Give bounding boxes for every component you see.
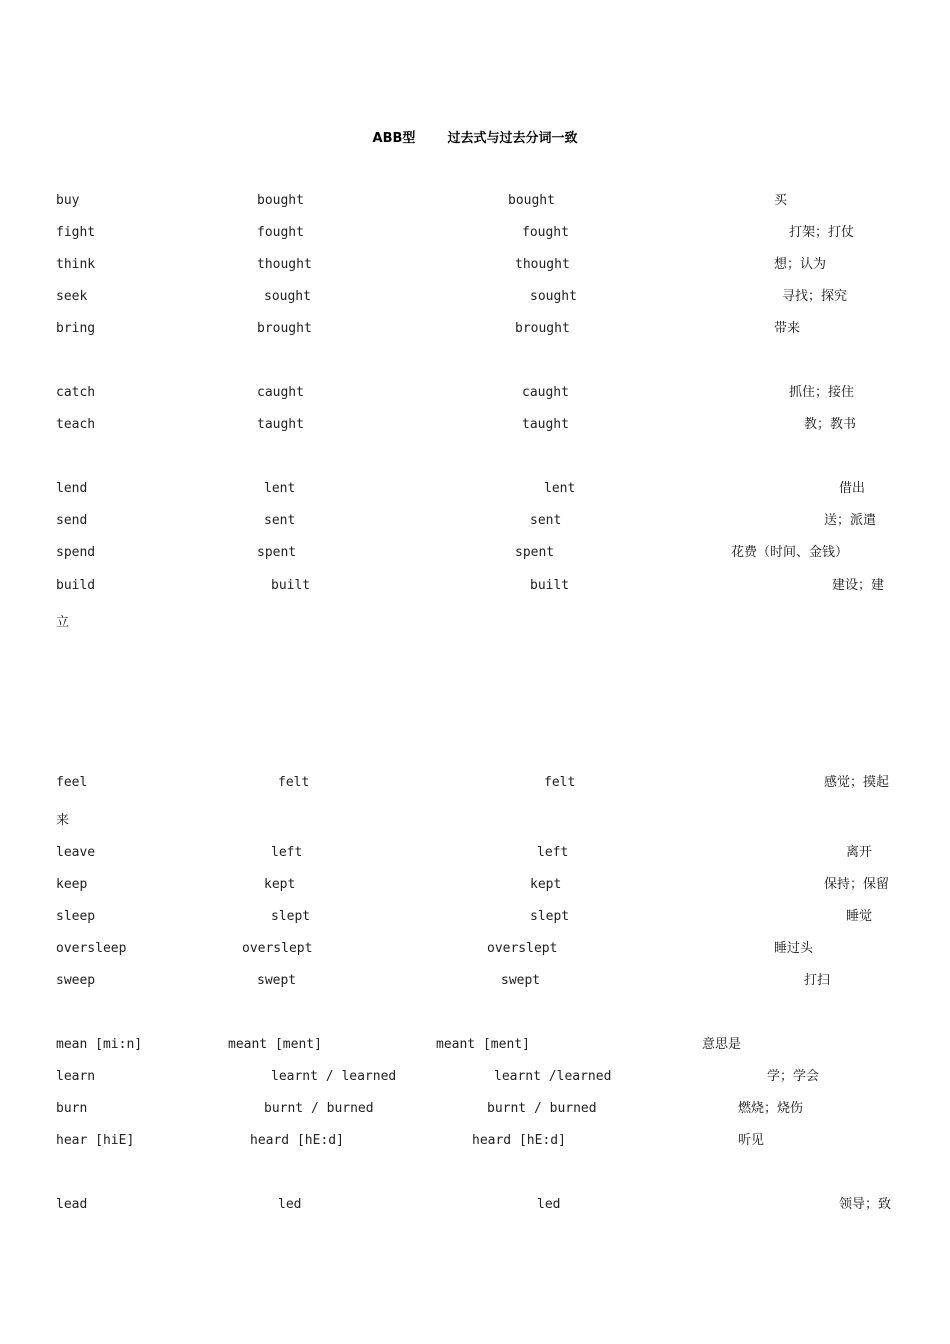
past-tense-cell: brought (257, 321, 312, 336)
meaning-cell: 打扫 (804, 973, 831, 988)
past-tense-cell: taught (257, 417, 304, 432)
meaning-cell: 花费（时间、金钱） (731, 545, 849, 560)
past-tense-cell: heard [hE:d] (250, 1133, 344, 1148)
meaning-cell: 意思是 (702, 1037, 742, 1052)
past-tense-cell: slept (271, 909, 311, 924)
past-tense-cell: sent (264, 513, 296, 528)
past-tense-cell: overslept (242, 941, 313, 956)
meaning-cell: 感觉；摸起 (824, 775, 890, 790)
base-form-cell: bring (56, 321, 96, 336)
past-participle-cell: spent (515, 545, 555, 560)
base-form-cell: lend (56, 481, 88, 496)
past-participle-cell: sought (530, 289, 577, 304)
title-description: 过去式与过去分词一致 (447, 131, 578, 146)
meaning-cell: 离开 (846, 845, 873, 860)
past-tense-cell: lent (264, 481, 296, 496)
meaning-cell: 教；教书 (804, 417, 857, 432)
base-form-cell: feel (56, 775, 88, 790)
past-tense-cell: left (271, 845, 303, 860)
meaning-cell: 买 (774, 193, 788, 208)
page-title (0, 127, 950, 146)
past-participle-cell: lent (544, 481, 576, 496)
base-form-cell: sleep (56, 909, 96, 924)
base-form-cell: teach (56, 417, 96, 432)
past-participle-cell: thought (515, 257, 570, 272)
past-tense-cell: fought (257, 225, 304, 240)
past-tense-cell: felt (278, 775, 310, 790)
title-type: ABB型 (372, 131, 416, 146)
meaning-cell: 寻找；探究 (782, 289, 848, 304)
meaning-cell: 建设；建 (832, 578, 885, 593)
base-form-cell: buy (56, 193, 80, 208)
base-form-cell: sweep (56, 973, 96, 988)
past-participle-cell: kept (530, 877, 562, 892)
past-tense-cell: sought (264, 289, 311, 304)
past-participle-cell: built (530, 578, 570, 593)
past-participle-cell: felt (544, 775, 576, 790)
past-participle-cell: caught (522, 385, 569, 400)
base-form-cell: fight (56, 225, 96, 240)
past-participle-cell: slept (530, 909, 570, 924)
past-tense-cell: swept (257, 973, 297, 988)
base-form-cell: learn (56, 1069, 96, 1084)
past-participle-cell: led (537, 1197, 561, 1212)
meaning-cell: 带来 (774, 321, 801, 336)
base-form-cell: hear [hiE] (56, 1133, 135, 1148)
past-participle-cell: learnt /learned (494, 1069, 612, 1084)
past-participle-cell: sent (530, 513, 562, 528)
past-tense-cell: bought (257, 193, 304, 208)
past-tense-cell: thought (257, 257, 312, 272)
past-participle-cell: bought (508, 193, 555, 208)
meaning-wrap-cell: 来 (56, 813, 70, 828)
past-participle-cell: taught (522, 417, 569, 432)
past-tense-cell: burnt / burned (264, 1101, 374, 1116)
meaning-cell: 想；认为 (774, 257, 827, 272)
base-form-cell: send (56, 513, 88, 528)
past-tense-cell: spent (257, 545, 297, 560)
base-form-cell: think (56, 257, 96, 272)
meaning-cell: 领导；致 (839, 1197, 892, 1212)
base-form-cell: spend (56, 545, 96, 560)
past-participle-cell: fought (522, 225, 569, 240)
meaning-cell: 借出 (839, 481, 866, 496)
meaning-cell: 听见 (738, 1133, 765, 1148)
meaning-cell: 燃烧；烧伤 (738, 1101, 804, 1116)
meaning-wrap-cell: 立 (56, 615, 70, 630)
meaning-cell: 打架；打仗 (789, 225, 855, 240)
past-tense-cell: learnt / learned (271, 1069, 397, 1084)
past-tense-cell: built (271, 578, 311, 593)
base-form-cell: seek (56, 289, 88, 304)
meaning-cell: 学；学会 (767, 1069, 820, 1084)
past-participle-cell: swept (501, 973, 541, 988)
past-participle-cell: overslept (487, 941, 558, 956)
base-form-cell: burn (56, 1101, 88, 1116)
base-form-cell: mean [mi:n] (56, 1037, 143, 1052)
base-form-cell: leave (56, 845, 96, 860)
past-participle-cell: left (537, 845, 569, 860)
base-form-cell: build (56, 578, 96, 593)
meaning-cell: 送；派遣 (824, 513, 877, 528)
past-participle-cell: brought (515, 321, 570, 336)
past-tense-cell: kept (264, 877, 296, 892)
past-tense-cell: meant [ment] (228, 1037, 322, 1052)
meaning-cell: 睡过头 (774, 941, 814, 956)
past-participle-cell: heard [hE:d] (472, 1133, 566, 1148)
base-form-cell: keep (56, 877, 88, 892)
past-tense-cell: led (278, 1197, 302, 1212)
meaning-cell: 抓住；接住 (789, 385, 855, 400)
meaning-cell: 保持；保留 (824, 877, 890, 892)
past-tense-cell: caught (257, 385, 304, 400)
base-form-cell: lead (56, 1197, 88, 1212)
base-form-cell: oversleep (56, 941, 127, 956)
past-participle-cell: meant [ment] (436, 1037, 530, 1052)
base-form-cell: catch (56, 385, 96, 400)
past-participle-cell: burnt / burned (487, 1101, 597, 1116)
meaning-cell: 睡觉 (846, 909, 873, 924)
